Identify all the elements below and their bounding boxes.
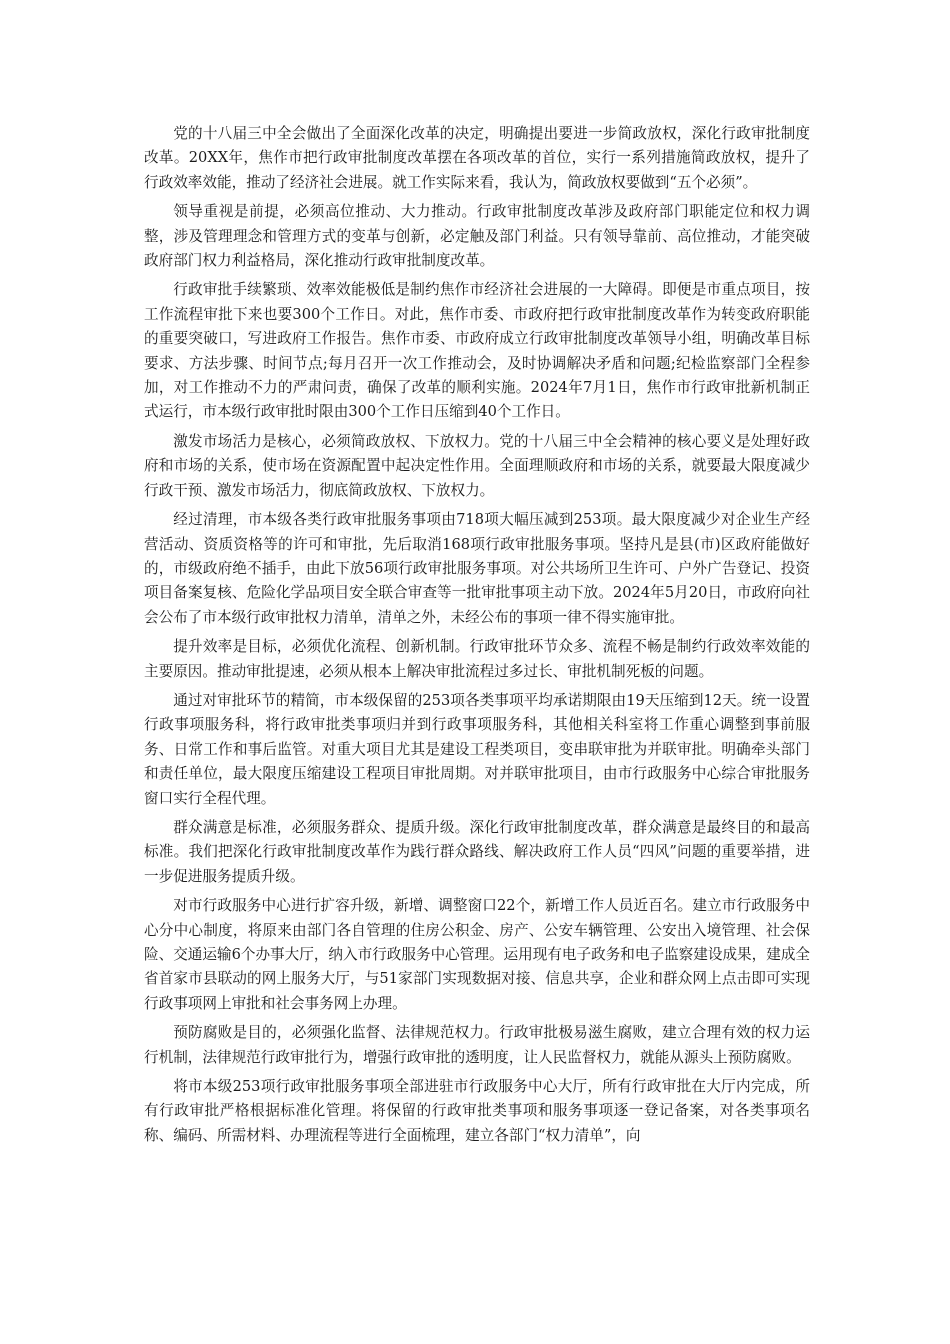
paragraph: 群众满意是标准，必须服务群众、提质升级。深化行政审批制度改革，群众满意是最终目的和最高标准。我们把深化行政审批制度改革作为践行群众路线、解决政府工作人员“四风”问题的重要举措，进一步促进服务提质升级。	[144, 818, 810, 885]
paragraph: 将市本级253项行政审批服务事项全部进驻市行政服务中心大厅，所有行政审批在大厅内完成，所有行政审批严格根据标准化管理。将保留的行政审批类事项和服务事项逐一登记备案，对各类事项名称、编码、所需材料、办理流程等进行全面梳理，建立各部门“权力清单”，向	[144, 1078, 810, 1144]
paragraph: 提升效率是目标，必须优化流程、创新机制。行政审批环节众多、流程不畅是制约行政效率效能的主要原因。推动审批提速，必须从根本上解决审批流程过多过长、审批机制死板的问题。	[144, 638, 810, 680]
document-body	[144, 122, 810, 1153]
paragraph: 激发市场活力是核心，必须简政放权、下放权力。党的十八届三中全会精神的核心要义是处理好政府和市场的关系，使市场在资源配置中起决定性作用。全面理顺政府和市场的关系，就要最大限度减少行政干预、激发市场活力，彻底简政放权、下放权力。	[144, 432, 810, 499]
paragraph: 经过清理，市本级各类行政审批服务事项由718项大幅压减到253项。最大限度减少对企业生产经营活动、资质资格等的许可和审批，先后取消168项行政审批服务事项。坚持凡是县(市)区政府能做好的，市级政府绝不插手，由此下放56项行政审批服务事项。对公共场所卫生许可、户外广告登记、投资项目备案复核、危险化学品项目安全联合审查等一批审批事项主动下放。2024年5月20日，市政府向社会公布了市本级行政审批权力清单，清单之外，未经公布的事项一律不得实施审批。	[144, 511, 810, 626]
paragraph: 通过对审批环节的精简，市本级保留的253项各类事项平均承诺期限由19天压缩到12天。统一设置行政事项服务科，将行政审批类事项归并到行政事项服务科，其他相关科室将工作重心调整到事前服务、日常工作和事后监管。对重大项目尤其是建设工程类项目，变串联审批为并联审批。明确牵头部门和责任单位，最大限度压缩建设工程项目审批周期。对并联审批项目，由市行政服务中心综合审批服务窗口实行全程代理。	[144, 691, 810, 807]
paragraph: 党的十八届三中全会做出了全面深化改革的决定，明确提出要进一步简政放权，深化行政审批制度改革。20XX年，焦作市把行政审批制度改革摆在各项改革的首位，实行一系列措施简政放权，提升了行政效率效能，推动了经济社会进展。就工作实际来看，我认为，简政放权要做到“五个必须”。	[144, 125, 810, 191]
paragraph: 预防腐败是目的，必须强化监督、法律规范权力。行政审批极易滋生腐败，建立合理有效的权力运行机制，法律规范行政审批行为，增强行政审批的透明度，让人民监督权力，就能从源头上预防腐败。	[144, 1024, 810, 1066]
paragraph: 领导重视是前提，必须高位推动、大力推动。行政审批制度改革涉及政府部门职能定位和权力调整，涉及管理理念和管理方式的变革与创新，必定触及部门利益。只有领导靠前、高位推动，才能突破政府部门权力利益格局，深化推动行政审批制度改革。	[144, 203, 810, 270]
paragraph: 行政审批手续繁琐、效率效能极低是制约焦作市经济社会进展的一大障碍。即便是市重点项目，按工作流程审批下来也要300个工作日。对此，焦作市委、市政府把行政审批制度改革作为转变政府职能的重要突破口，写进政府工作报告。焦作市委、市政府成立行政审批制度改革领导小组，明确改革目标要求、方法步骤、时间节点;每月召开一次工作推动会，及时协调解决矛盾和问题;纪检监察部门全程参加，对工作推动不力的严肃问责，确保了改革的顺利实施。2024年7月1日，焦作市行政审批新机制正式运行，市本级行政审批时限由300个工作日压缩到40个工作日。	[144, 281, 810, 421]
paragraph: 对市行政服务中心进行扩容升级，新增、调整窗口22个，新增工作人员近百名。建立市行政服务中心分中心制度，将原来由部门各自管理的住房公积金、房产、公安车辆管理、公安出入境管理、社会保险、交通运输6个办事大厅，纳入市行政服务中心管理。运用现有电子政务和电子监察建设成果，建成全省首家市县联动的网上服务大厅，与51家部门实现数据对接、信息共享，企业和群众网上点击即可实现行政事项网上审批和社会事务网上办理。	[144, 897, 811, 1012]
